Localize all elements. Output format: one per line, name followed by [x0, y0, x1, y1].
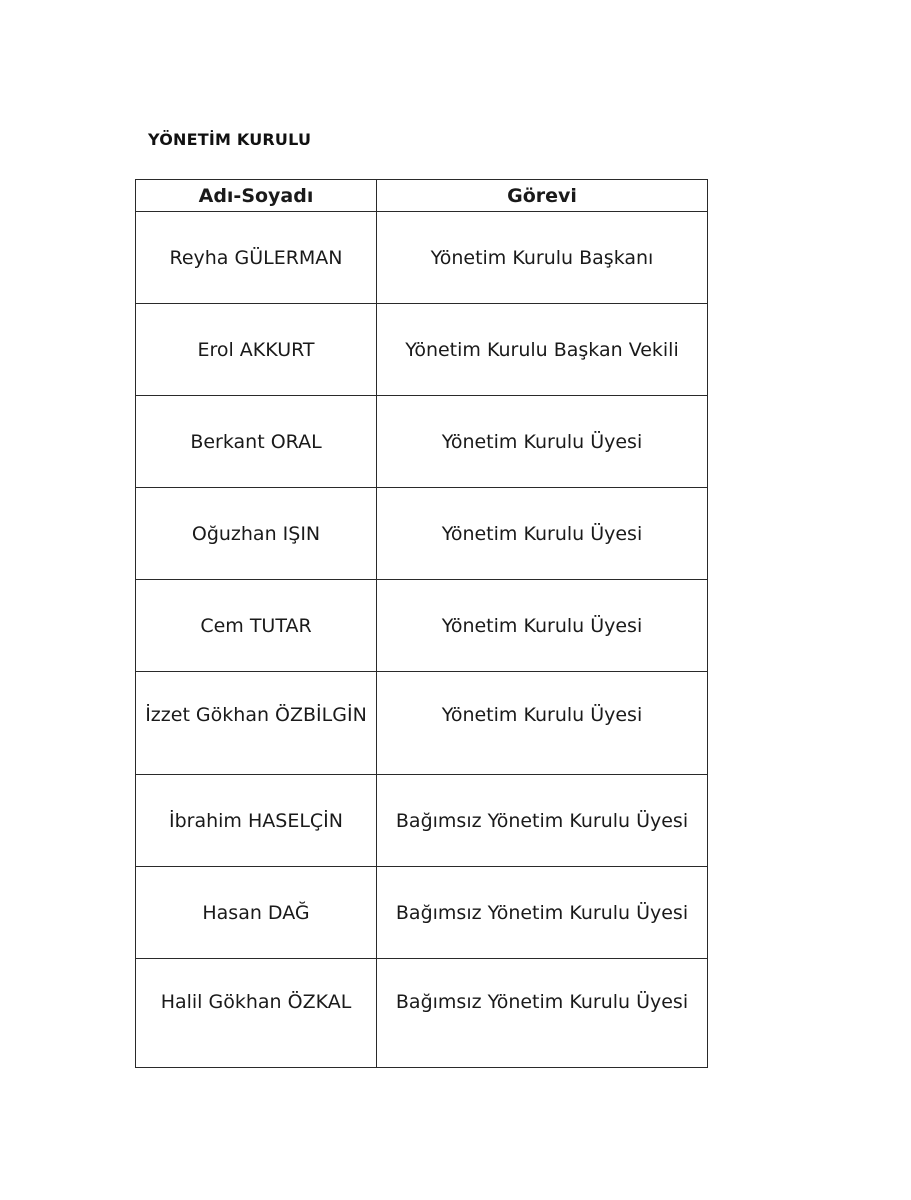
member-name: Berkant ORAL: [136, 396, 377, 488]
member-role: Yönetim Kurulu Üyesi: [377, 580, 708, 672]
column-header-role: Görevi: [377, 180, 708, 212]
table-row: [136, 488, 708, 580]
table-row: [136, 212, 708, 304]
table-header-row: [136, 180, 708, 212]
table-row: [136, 775, 708, 867]
column-header-name: Adı-Soyadı: [136, 180, 377, 212]
table-row: [136, 396, 708, 488]
member-role: Yönetim Kurulu Üyesi: [377, 488, 708, 580]
member-name: İzzet Gökhan ÖZBİLGİN: [136, 672, 377, 775]
board-members-table: [135, 179, 708, 1068]
page-title: YÖNETİM KURULU: [148, 130, 312, 149]
table-row: [136, 580, 708, 672]
member-role: Yönetim Kurulu Üyesi: [377, 672, 708, 775]
member-name: İbrahim HASELÇİN: [136, 775, 377, 867]
member-name: Erol AKKURT: [136, 304, 377, 396]
member-role: Bağımsız Yönetim Kurulu Üyesi: [377, 775, 708, 867]
member-role: Bağımsız Yönetim Kurulu Üyesi: [377, 959, 708, 1068]
member-role: Yönetim Kurulu Başkanı: [377, 212, 708, 304]
table-row: [136, 672, 708, 775]
member-name: Halil Gökhan ÖZKAL: [136, 959, 377, 1068]
member-name: Cem TUTAR: [136, 580, 377, 672]
member-role: Bağımsız Yönetim Kurulu Üyesi: [377, 867, 708, 959]
table-row: [136, 304, 708, 396]
table-row: [136, 867, 708, 959]
member-role: Yönetim Kurulu Başkan Vekili: [377, 304, 708, 396]
table-row: [136, 959, 708, 1068]
member-role: Yönetim Kurulu Üyesi: [377, 396, 708, 488]
member-name: Reyha GÜLERMAN: [136, 212, 377, 304]
member-name: Oğuzhan IŞIN: [136, 488, 377, 580]
member-name: Hasan DAĞ: [136, 867, 377, 959]
